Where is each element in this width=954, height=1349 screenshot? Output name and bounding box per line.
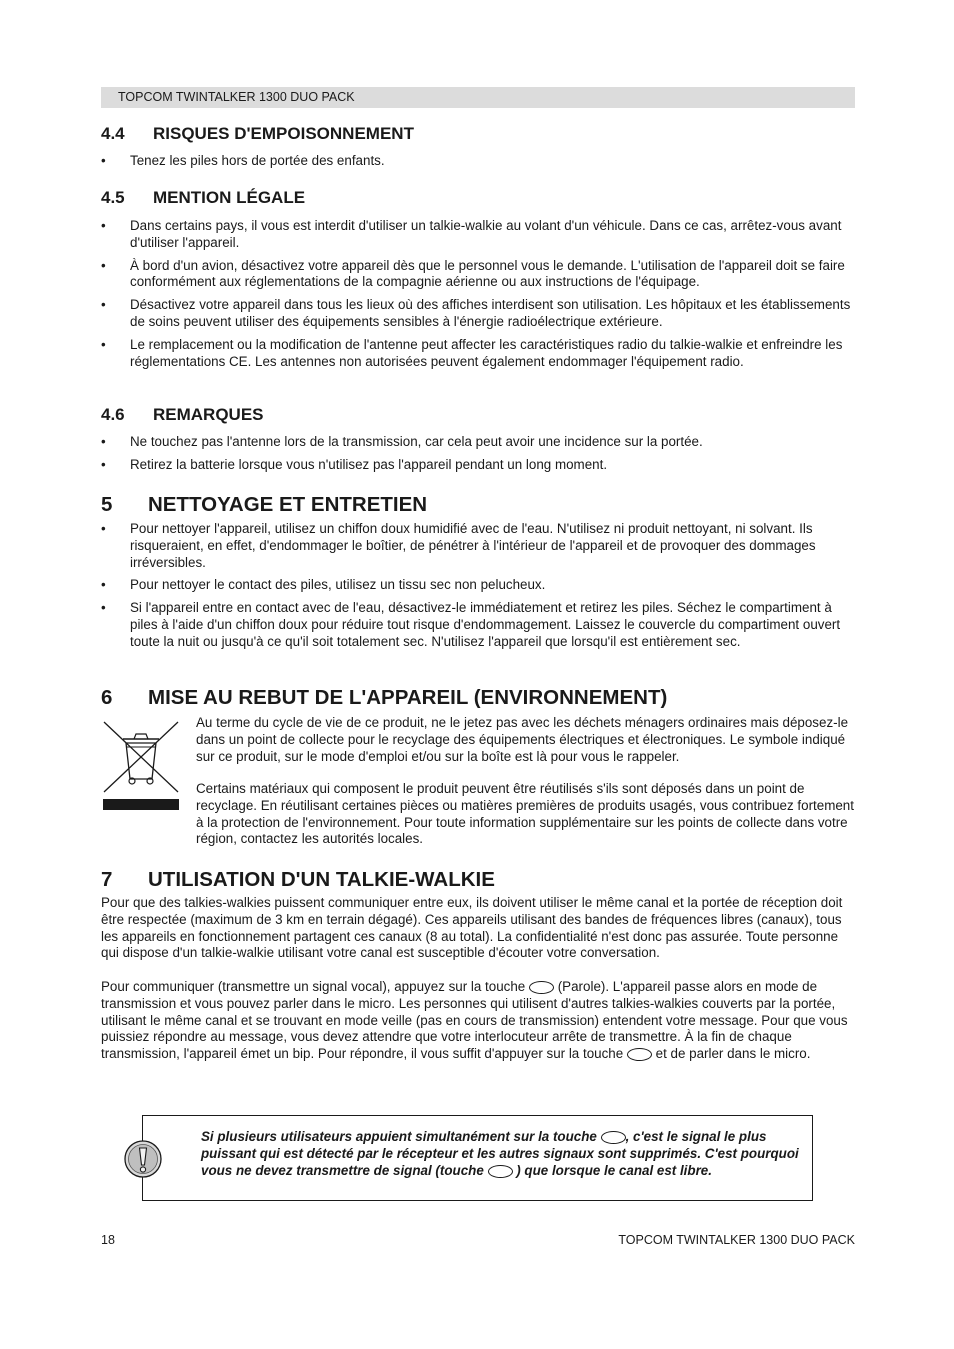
paragraph-text: (Parole). L'appareil passe alors en mode de transmission et vous pouvez parler dans le micro. Les personnes qui utilisent d'autres talkies-walkies couverts par la portée, utilisant le même canal et se trouvant en mode veille (pas en cours de transmission) entendent votre message. Pour que vous puissiez répondre au message, vous devez attendre que votre interlocuteur arrête de transmettre. À la fin de chaque transmission, l'appareil émet un bip. Pour répondre, il vous suffit d'appuyer sur la touche <box>101 979 848 1062</box>
section-4-5-list <box>101 218 855 370</box>
section-4-5-heading <box>101 188 855 208</box>
list-item: • Pour nettoyer le contact des piles, utilisez un tissu sec non pelucheux. <box>101 577 855 594</box>
note-text-part: Si plusieurs utilisateurs appuient simultanément sur la touche <box>201 1129 597 1144</box>
section-6-paragraph-1: Au terme du cycle de vie de ce produit, ne le jetez pas avec les déchets ménagers ordinaires mais déposez-le dans un point de collecte pour le recyclage des équipements électriques et électroniques. Le symbole indiqué sur ce produit, sur le mode d'emploi et/ou sur la boîte est là pour vous le rappeler. <box>196 715 849 764</box>
list-item: • Si l'appareil entre en contact avec de l'eau, désactivez-le immédiatement et retirez les piles. Séchez le compartiment à piles à l'aide d'un chiffon doux pour réduire tout risque d'endommagement. Laissez le couvercle du compartiment ouvert toute la nuit ou jusqu'à ce qu'il soit totalement sec. N'utilisez l'appareil que lorsqu'il est entièrement sec. <box>101 600 855 650</box>
list-item: • À bord d'un avion, désactivez votre appareil dès que le personnel vous le demande. L'utilisation de l'appareil doit se faire conformément aux réglementations de la compagnie aérienne ou aux instructions de l'équipage. <box>101 258 855 292</box>
exclamation-warning-icon <box>123 1139 163 1179</box>
note-text-part: , c'est le signal le plus puissant qui est détecté par le récepteur et les autres signaux sont supprimés. C'est pourquoi vous ne devez transmettre de signal (touche <box>201 1129 799 1178</box>
list-item: • Retirez la batterie lorsque vous n'utilisez pas l'appareil pendant un long moment. <box>101 457 855 474</box>
section-5-heading <box>101 493 855 517</box>
list-item: • Le remplacement ou la modification de l'antenne peut affecter les caractéristiques radio du talkie-walkie et enfreindre les réglementations CE. Les antennes non autorisées peuvent également endommager l'équipement radio. <box>101 337 855 371</box>
section-4-6-list <box>101 434 855 474</box>
section-4-4-heading <box>101 124 855 144</box>
talk-button-icon <box>529 981 554 994</box>
list-item: • Ne touchez pas l'antenne lors de la transmission, car cela peut avoir une incidence sur la portée. <box>101 434 855 451</box>
list-item: • Désactivez votre appareil dans tous les lieux où des affiches interdisent son utilisation. Les hôpitaux et les établissements de soins peuvent utiliser des équipements sensibles à l'énergie radioélectrique extérieure. <box>101 297 855 331</box>
note-text-part: ) que lorsque le canal est libre. <box>516 1163 712 1178</box>
talk-button-icon <box>627 1048 652 1061</box>
section-number: 4.6 <box>101 405 125 424</box>
section-title: REMARQUES <box>153 405 264 424</box>
talk-button-icon <box>601 1131 626 1144</box>
list-item: • Pour nettoyer l'appareil, utilisez un chiffon doux humidifié avec de l'eau. N'utilisez ni produit nettoyant, ni solvant. Ils risqueraient, en effet, d'endommager le boîtier, de pénétrer à l'intérieur de l'appareil et de provoquer des dommages irréversibles. <box>101 521 855 571</box>
section-number: 4.5 <box>101 188 125 207</box>
note-text <box>201 1128 801 1179</box>
list-item: • Dans certains pays, il vous est interdit d'utiliser un talkie-walkie au volant d'un véhicule. Dans ce cas, arrêtez-vous avant d'utiliser l'appareil. <box>101 218 855 252</box>
footer-title: TOPCOM TWINTALKER 1300 DUO PACK <box>618 1233 855 1247</box>
paragraph-text: Pour communiquer (transmettre un signal vocal), appuyez sur la touche <box>101 979 526 994</box>
section-title: MENTION LÉGALE <box>153 188 306 207</box>
section-5-list <box>101 521 855 651</box>
page-number: 18 <box>101 1233 115 1247</box>
header-title: TOPCOM TWINTALKER 1300 DUO PACK <box>118 90 355 104</box>
section-number: 4.4 <box>101 124 125 143</box>
section-title: RISQUES D'EMPOISONNEMENT <box>153 124 414 143</box>
talk-button-icon <box>488 1165 513 1178</box>
paragraph-text: et de parler dans le micro. <box>655 1046 811 1062</box>
section-6-heading <box>101 686 855 710</box>
section-7-heading <box>101 868 855 892</box>
section-7-paragraph-2 <box>101 979 855 1063</box>
section-title: UTILISATION D'UN TALKIE-WALKIE <box>148 868 495 891</box>
section-number: 6 <box>101 686 113 709</box>
list-item: • Tenez les piles hors de portée des enfants. <box>101 153 855 170</box>
section-number: 7 <box>101 868 113 891</box>
section-title: NETTOYAGE ET ENTRETIEN <box>148 493 428 516</box>
section-title: MISE AU REBUT DE L'APPAREIL (ENVIRONNEMENT) <box>148 686 668 709</box>
section-6-paragraph-2: Certains matériaux qui composent le produit peuvent être réutilisés s'ils sont déposés dans un point de recyclage. En réutilisant certaines pièces ou matières premières de produits usagés, vous contribuez fortement à la protection de l'environnement. Pour toute information supplémentaire sur les points de collecte dans votre région, contactez les autorités locales. <box>196 781 854 847</box>
section-number: 5 <box>101 493 113 516</box>
section-7-paragraph-1: Pour que des talkies-walkies puissent communiquer entre eux, ils doivent utiliser le même canal et la portée de réception doit être respectée (maximum de 3 km en terrain dégagé). Ces appareils utilisant des bandes de fréquences libres (canaux), tous les appareils en fonctionnement partagent ces canaux (8 au total). La confidentialité n'est donc pas assurée. Toute personne qui dispose d'un talkie-walkie utilisant votre canal est susceptible d'écouter votre conversation. <box>101 895 843 961</box>
section-4-4-list <box>101 153 855 170</box>
section-4-6-heading <box>101 405 855 425</box>
weee-bin-icon <box>101 717 181 813</box>
